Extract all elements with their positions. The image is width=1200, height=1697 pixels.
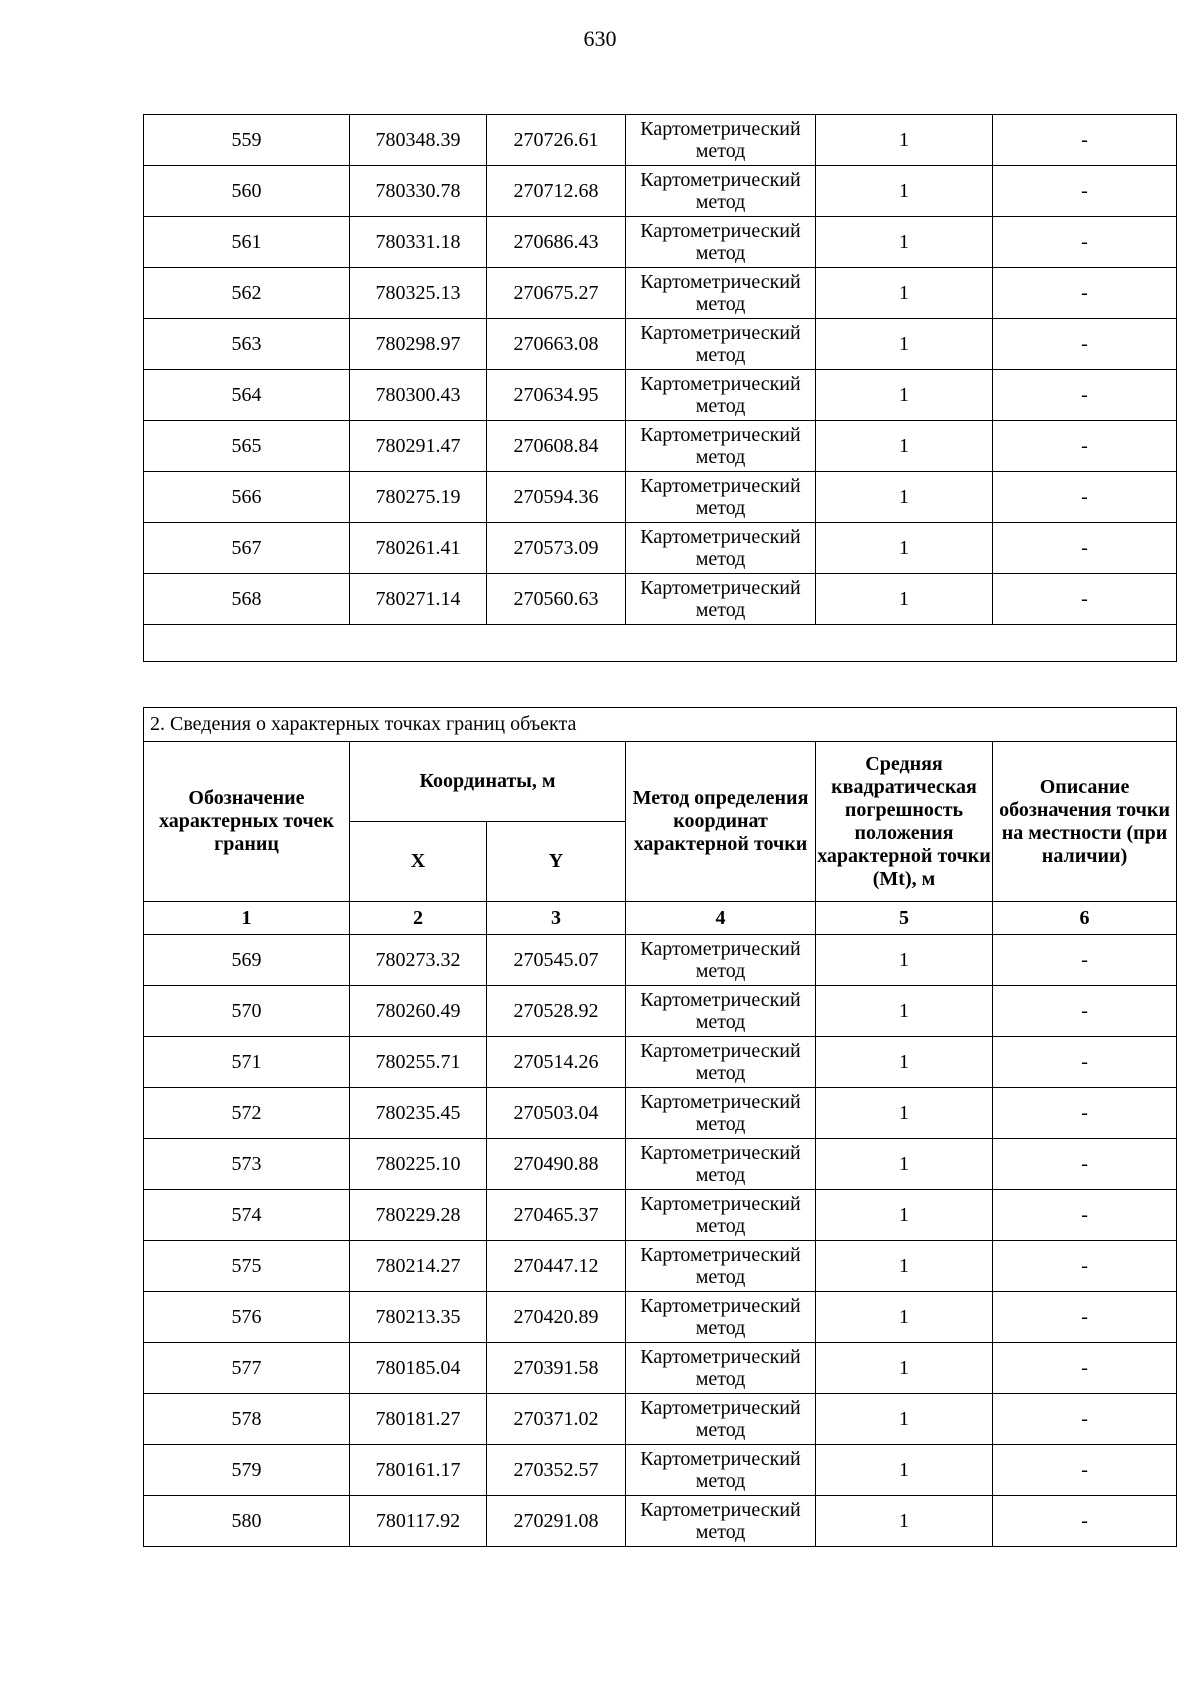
- description-cell: -: [993, 1190, 1177, 1241]
- description-cell: -: [993, 421, 1177, 472]
- table-row: [144, 1292, 1177, 1343]
- method-cell: Картометрический метод: [626, 217, 816, 268]
- table-row: [144, 472, 1177, 523]
- mt-cell: 1: [816, 115, 993, 166]
- y-coordinate-cell: 270352.57: [487, 1445, 626, 1496]
- method-cell: Картометрический метод: [626, 1037, 816, 1088]
- y-coordinate-cell: 270712.68: [487, 166, 626, 217]
- point-id-cell: 560: [144, 166, 350, 217]
- description-cell: -: [993, 115, 1177, 166]
- points-table-continued-body: [144, 115, 1177, 625]
- header-x: X: [350, 822, 487, 902]
- table-row: [144, 986, 1177, 1037]
- y-coordinate-cell: 270634.95: [487, 370, 626, 421]
- description-cell: -: [993, 1496, 1177, 1547]
- method-cell: Картометрический метод: [626, 1445, 816, 1496]
- method-cell: Картометрический метод: [626, 1343, 816, 1394]
- description-cell: -: [993, 1394, 1177, 1445]
- description-cell: -: [993, 166, 1177, 217]
- y-coordinate-cell: 270663.08: [487, 319, 626, 370]
- y-coordinate-cell: 270291.08: [487, 1496, 626, 1547]
- section-title-row: [144, 708, 1177, 742]
- boundary-points-table: [143, 707, 1177, 1547]
- x-coordinate-cell: 780261.41: [350, 523, 487, 574]
- method-cell: Картометрический метод: [626, 1190, 816, 1241]
- mt-cell: 1: [816, 166, 993, 217]
- column-number: 6: [993, 902, 1177, 935]
- point-id-cell: 566: [144, 472, 350, 523]
- column-number: 3: [487, 902, 626, 935]
- method-cell: Картометрический метод: [626, 1496, 816, 1547]
- x-coordinate-cell: 780300.43: [350, 370, 487, 421]
- header-description: Описание обозначения точки на местности (при наличии): [993, 742, 1177, 902]
- y-coordinate-cell: 270490.88: [487, 1139, 626, 1190]
- table-row: [144, 1190, 1177, 1241]
- empty-cell: [144, 625, 1177, 662]
- mt-cell: 1: [816, 1343, 993, 1394]
- header-designation: Обозначение характерных точек границ: [144, 742, 350, 902]
- description-cell: -: [993, 472, 1177, 523]
- point-id-cell: 565: [144, 421, 350, 472]
- point-id-cell: 561: [144, 217, 350, 268]
- table-row: [144, 523, 1177, 574]
- point-id-cell: 577: [144, 1343, 350, 1394]
- x-coordinate-cell: 780161.17: [350, 1445, 487, 1496]
- mt-cell: 1: [816, 217, 993, 268]
- x-coordinate-cell: 780348.39: [350, 115, 487, 166]
- x-coordinate-cell: 780117.92: [350, 1496, 487, 1547]
- y-coordinate-cell: 270686.43: [487, 217, 626, 268]
- x-coordinate-cell: 780235.45: [350, 1088, 487, 1139]
- point-id-cell: 571: [144, 1037, 350, 1088]
- point-id-cell: 564: [144, 370, 350, 421]
- method-cell: Картометрический метод: [626, 1241, 816, 1292]
- description-cell: -: [993, 1139, 1177, 1190]
- table-row: [144, 115, 1177, 166]
- mt-cell: 1: [816, 935, 993, 986]
- point-id-cell: 559: [144, 115, 350, 166]
- method-cell: Картометрический метод: [626, 1394, 816, 1445]
- method-cell: Картометрический метод: [626, 115, 816, 166]
- x-coordinate-cell: 780214.27: [350, 1241, 487, 1292]
- method-cell: Картометрический метод: [626, 935, 816, 986]
- y-coordinate-cell: 270514.26: [487, 1037, 626, 1088]
- x-coordinate-cell: 780273.32: [350, 935, 487, 986]
- description-cell: -: [993, 986, 1177, 1037]
- point-id-cell: 572: [144, 1088, 350, 1139]
- mt-cell: 1: [816, 1292, 993, 1343]
- description-cell: -: [993, 1037, 1177, 1088]
- header-row: [144, 742, 1177, 822]
- table-row: [144, 268, 1177, 319]
- mt-cell: 1: [816, 1139, 993, 1190]
- mt-cell: 1: [816, 523, 993, 574]
- header-method: Метод определения координат характерной точки: [626, 742, 816, 902]
- table-row: [144, 1037, 1177, 1088]
- method-cell: Картометрический метод: [626, 523, 816, 574]
- point-id-cell: 579: [144, 1445, 350, 1496]
- x-coordinate-cell: 780260.49: [350, 986, 487, 1037]
- description-cell: -: [993, 268, 1177, 319]
- x-coordinate-cell: 780229.28: [350, 1190, 487, 1241]
- description-cell: -: [993, 1445, 1177, 1496]
- column-number-row: [144, 902, 1177, 935]
- table-row: [144, 935, 1177, 986]
- description-cell: -: [993, 523, 1177, 574]
- y-coordinate-cell: 270447.12: [487, 1241, 626, 1292]
- y-coordinate-cell: 270545.07: [487, 935, 626, 986]
- mt-cell: 1: [816, 1496, 993, 1547]
- method-cell: Картометрический метод: [626, 472, 816, 523]
- x-coordinate-cell: 780185.04: [350, 1343, 487, 1394]
- mt-cell: 1: [816, 1394, 993, 1445]
- y-coordinate-cell: 270465.37: [487, 1190, 626, 1241]
- method-cell: Картометрический метод: [626, 421, 816, 472]
- table-row: [144, 1139, 1177, 1190]
- table-row: [144, 217, 1177, 268]
- y-coordinate-cell: 270371.02: [487, 1394, 626, 1445]
- description-cell: -: [993, 1343, 1177, 1394]
- method-cell: Картометрический метод: [626, 574, 816, 625]
- x-coordinate-cell: 780275.19: [350, 472, 487, 523]
- y-coordinate-cell: 270528.92: [487, 986, 626, 1037]
- point-id-cell: 573: [144, 1139, 350, 1190]
- method-cell: Картометрический метод: [626, 1292, 816, 1343]
- point-id-cell: 578: [144, 1394, 350, 1445]
- mt-cell: 1: [816, 1190, 993, 1241]
- x-coordinate-cell: 780181.27: [350, 1394, 487, 1445]
- points-table-continued: [143, 114, 1177, 662]
- table-row: [144, 1496, 1177, 1547]
- point-id-cell: 580: [144, 1496, 350, 1547]
- x-coordinate-cell: 780291.47: [350, 421, 487, 472]
- y-coordinate-cell: 270560.63: [487, 574, 626, 625]
- point-id-cell: 562: [144, 268, 350, 319]
- table-row: [144, 319, 1177, 370]
- mt-cell: 1: [816, 1088, 993, 1139]
- table-row: [144, 370, 1177, 421]
- y-coordinate-cell: 270391.58: [487, 1343, 626, 1394]
- method-cell: Картометрический метод: [626, 1088, 816, 1139]
- x-coordinate-cell: 780330.78: [350, 166, 487, 217]
- y-coordinate-cell: 270675.27: [487, 268, 626, 319]
- header-y: Y: [487, 822, 626, 902]
- x-coordinate-cell: 780271.14: [350, 574, 487, 625]
- mt-cell: 1: [816, 1445, 993, 1496]
- mt-cell: 1: [816, 370, 993, 421]
- header-coordinates: Координаты, м: [350, 742, 626, 822]
- empty-row: [144, 625, 1177, 662]
- y-coordinate-cell: 270726.61: [487, 115, 626, 166]
- column-number: 5: [816, 902, 993, 935]
- mt-cell: 1: [816, 421, 993, 472]
- description-cell: -: [993, 574, 1177, 625]
- mt-cell: 1: [816, 1241, 993, 1292]
- description-cell: -: [993, 1088, 1177, 1139]
- method-cell: Картометрический метод: [626, 166, 816, 217]
- mt-cell: 1: [816, 986, 993, 1037]
- method-cell: Картометрический метод: [626, 370, 816, 421]
- page-number: 630: [583, 26, 617, 51]
- table-row: [144, 1241, 1177, 1292]
- y-coordinate-cell: 270573.09: [487, 523, 626, 574]
- table-row: [144, 1343, 1177, 1394]
- boundary-points-table-body: [144, 935, 1177, 1547]
- description-cell: -: [993, 935, 1177, 986]
- x-coordinate-cell: 780213.35: [350, 1292, 487, 1343]
- description-cell: -: [993, 1292, 1177, 1343]
- table-row: [144, 1394, 1177, 1445]
- point-id-cell: 574: [144, 1190, 350, 1241]
- point-id-cell: 567: [144, 523, 350, 574]
- description-cell: -: [993, 319, 1177, 370]
- mt-cell: 1: [816, 1037, 993, 1088]
- method-cell: Картометрический метод: [626, 1139, 816, 1190]
- y-coordinate-cell: 270608.84: [487, 421, 626, 472]
- description-cell: -: [993, 370, 1177, 421]
- description-cell: -: [993, 217, 1177, 268]
- y-coordinate-cell: 270594.36: [487, 472, 626, 523]
- point-id-cell: 568: [144, 574, 350, 625]
- point-id-cell: 575: [144, 1241, 350, 1292]
- x-coordinate-cell: 780298.97: [350, 319, 487, 370]
- table-row: [144, 1088, 1177, 1139]
- table-row: [144, 166, 1177, 217]
- mt-cell: 1: [816, 574, 993, 625]
- mt-cell: 1: [816, 268, 993, 319]
- point-id-cell: 569: [144, 935, 350, 986]
- mt-cell: 1: [816, 319, 993, 370]
- column-number: 2: [350, 902, 487, 935]
- mt-cell: 1: [816, 472, 993, 523]
- table-row: [144, 1445, 1177, 1496]
- column-number: 4: [626, 902, 816, 935]
- x-coordinate-cell: 780255.71: [350, 1037, 487, 1088]
- header-mt: Средняя квадратическая погрешность положения характерной точки (Mt), м: [816, 742, 993, 902]
- section-title: 2. Сведения о характерных точках границ объекта: [144, 708, 1177, 742]
- column-number: 1: [144, 902, 350, 935]
- x-coordinate-cell: 780331.18: [350, 217, 487, 268]
- point-id-cell: 570: [144, 986, 350, 1037]
- y-coordinate-cell: 270503.04: [487, 1088, 626, 1139]
- method-cell: Картометрический метод: [626, 986, 816, 1037]
- x-coordinate-cell: 780225.10: [350, 1139, 487, 1190]
- x-coordinate-cell: 780325.13: [350, 268, 487, 319]
- point-id-cell: 576: [144, 1292, 350, 1343]
- point-id-cell: 563: [144, 319, 350, 370]
- table-row: [144, 574, 1177, 625]
- method-cell: Картометрический метод: [626, 268, 816, 319]
- y-coordinate-cell: 270420.89: [487, 1292, 626, 1343]
- table-row: [144, 421, 1177, 472]
- description-cell: -: [993, 1241, 1177, 1292]
- method-cell: Картометрический метод: [626, 319, 816, 370]
